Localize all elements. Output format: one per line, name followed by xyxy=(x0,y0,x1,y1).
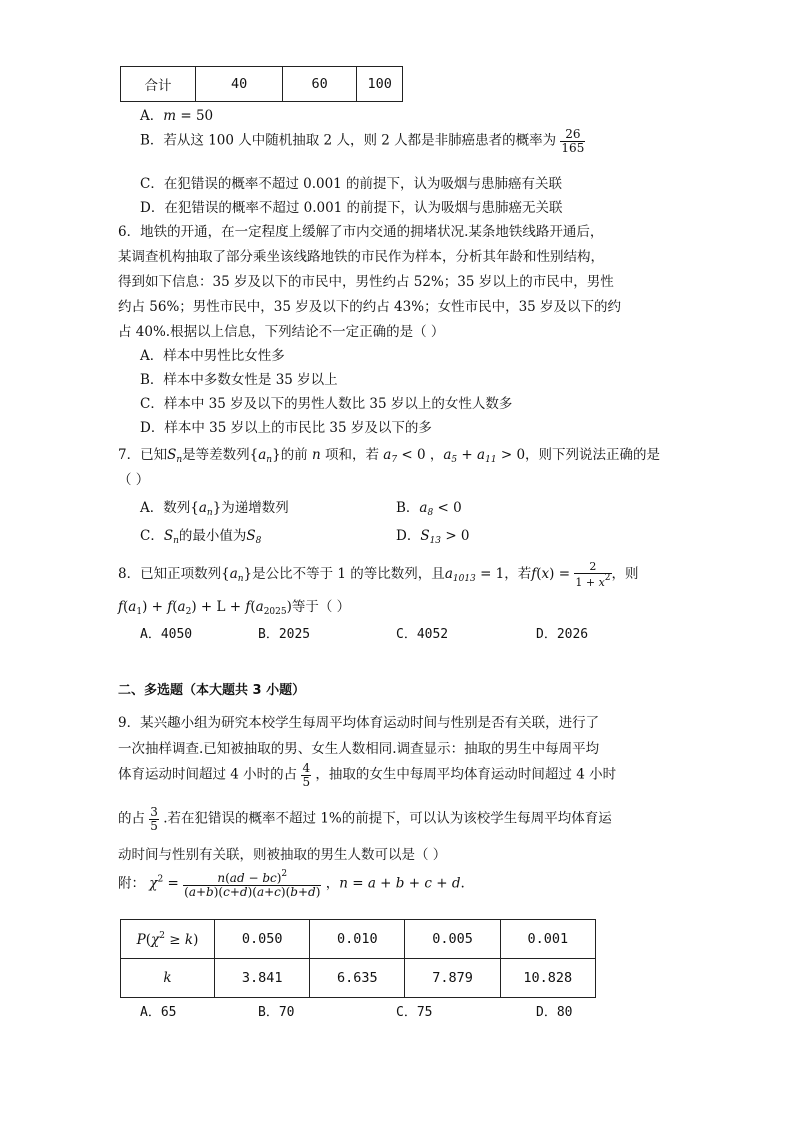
q9-fraction-3-5 xyxy=(149,806,159,832)
q5-option-a: A．m = 50 xyxy=(140,108,214,124)
q7-option-c: C．$S_n$的最小值为$S_8$ xyxy=(140,528,262,546)
q7-option-c-text: 的最小值为 xyxy=(178,528,247,544)
q9-appendix-formula: 附： $\chi^2$ = $\frac{n(ad - bc)^2}{(a+b)(c+d)(a+c)(b+d)}$ ，n = a + b + c + d. xyxy=(118,869,465,899)
q6-line-2: 某调查机构抽取了部分乘坐该线路地铁的市民作为样本，分析其年龄和性别结构， xyxy=(118,249,604,265)
q9-text: 的占 xyxy=(118,810,145,827)
q6-line-1: 6．地铁的开通，在一定程度上缓解了市内交通的拥堵状况.某条地铁线路开通后， xyxy=(118,224,604,240)
table-cell: 3.841 xyxy=(215,959,310,998)
table-cell: 100 xyxy=(357,67,403,102)
q8-line-1: 8．已知正项数列$\{a_n\}$是公比不等于 1 的等比数列，且$a_{1013} = 1$，若f(x) = $\frac{2}{1 + x^2}$ ，则 xyxy=(118,560,639,589)
table-row xyxy=(121,920,596,959)
q7-line-1: 7．已知$S_n$是等差数列$\{a_n\}$的前 n 项和，若 $a_7 < 0$ ，$a_5 + a_{11} > 0$，则下列说法正确的是 xyxy=(118,447,661,465)
top-summary-table xyxy=(120,66,403,102)
q9-text: ，抽取的女生中每周平均体育运动时间超过 4 小时 xyxy=(315,766,617,783)
table-header-cell: $P(\chi^2 \ge k)$ xyxy=(121,920,215,959)
fraction-numerator: 2 xyxy=(574,561,611,574)
fraction-denominator: (a+b)(c+d)(a+c)(b+d) xyxy=(184,884,321,899)
fraction-denominator: 165 xyxy=(561,140,585,155)
q9-option-c: C．75 xyxy=(396,1005,433,1020)
q7-option-c-text: C． xyxy=(140,528,164,544)
fraction-denominator: 5 xyxy=(302,774,311,789)
q8-text: 是公比不等于 1 的等比数列，且 xyxy=(252,566,445,583)
q7-text: 是等差数列 xyxy=(182,447,250,463)
q9-line-5: 动时间与性别有关联，则被抽取的男生人数可以是（ ） xyxy=(118,847,447,863)
q7-text: ，则下列说法正确的是 xyxy=(525,447,661,463)
table-cell: 40 xyxy=(196,67,283,102)
q9-fraction-4-5 xyxy=(301,762,311,788)
q9-line-3 xyxy=(118,762,616,788)
q9-line-2: 一次抽样调查.已知被抽取的男、女生人数相同.调查显示：抽取的男生中每周平均 xyxy=(118,741,600,757)
chi-square-fraction xyxy=(183,870,321,898)
q8-line-2: $f(a_1) + f(a_2) + L + f(a_{2025})$等于（ ） xyxy=(118,599,351,617)
q7-paren: （ ） xyxy=(118,472,150,488)
q9-line-1: 9．某兴趣小组为研究本校学生每周平均体育运动时间与性别是否有关联，进行了 xyxy=(118,715,600,731)
table-cell: 6.635 xyxy=(310,959,405,998)
q5-option-b-text: B．若从这 100 人中随机抽取 2 人，则 2 人都是非肺癌患者的概率为 xyxy=(140,132,557,149)
q9-option-b: B．70 xyxy=(258,1005,295,1020)
table-cell: 0.010 xyxy=(310,920,405,959)
q9-option-a: A．65 xyxy=(140,1005,177,1020)
q6-option-a: A．样本中男性比女性多 xyxy=(140,348,285,364)
q6-option-b: B．样本中多数女性是 35 岁以上 xyxy=(140,372,338,388)
table-cell: 7.879 xyxy=(405,959,500,998)
q5-fraction xyxy=(560,128,585,154)
q7-text: 7．已知 xyxy=(118,447,168,463)
table-cell: 0.005 xyxy=(405,920,500,959)
q9-option-d: D．80 xyxy=(536,1005,573,1020)
table-cell: 10.828 xyxy=(500,959,595,998)
fraction-denominator: $1 + x^2$ xyxy=(575,572,611,589)
table-row xyxy=(121,67,403,102)
critical-value-table xyxy=(120,919,596,998)
q9-text: 体育运动时间超过 4 小时的占 xyxy=(118,766,298,783)
q7-option-a-text: 为递增数列 xyxy=(221,500,289,516)
q5-option-c: C．在犯错误的概率不超过 0.001 的前提下，认为吸烟与患肺癌有关联 xyxy=(140,176,563,192)
q7-option-a-text: A．数列 xyxy=(140,500,191,516)
q7-text: 项和，若 xyxy=(324,447,379,463)
q8-fraction xyxy=(574,561,611,588)
q5-option-b xyxy=(140,128,585,154)
q5-option-d: D．在犯错误的概率不超过 0.001 的前提下，认为吸烟与患肺癌无关联 xyxy=(140,200,563,216)
table-cell: 0.001 xyxy=(500,920,595,959)
table-cell: 合计 xyxy=(121,67,196,102)
q8-text: ，若 xyxy=(504,566,532,583)
q8-option-a: A．4050 xyxy=(140,627,193,642)
q7-option-a: A．数列$\{a_n\}$为递增数列 xyxy=(140,500,289,518)
q7-option-d: D．$S_{13} > 0$ xyxy=(396,528,470,546)
fraction-numerator: 26 xyxy=(560,128,585,142)
q8-option-c: C．4052 xyxy=(396,627,449,642)
q6-line-5: 占 40%.根据以上信息，下列结论不一定正确的是（ ） xyxy=(118,324,445,340)
q8-option-d: D．2026 xyxy=(536,627,589,642)
fraction-denominator: 5 xyxy=(150,818,158,833)
section-title: 二、多选题（本大题共 3 小题） xyxy=(118,683,306,698)
q7-option-d-text: D． xyxy=(396,528,421,544)
q8-text: 等于（ ） xyxy=(291,599,351,615)
fraction-numerator: 4 xyxy=(302,761,311,775)
q6-line-3: 得到如下信息：35 岁及以下的市民中，男性约占 52%；35 岁以上的市民中，男性 xyxy=(118,274,614,290)
q7-option-b-text: B． xyxy=(396,500,420,516)
table-row xyxy=(121,959,596,998)
q8-text: 8．已知正项数列 xyxy=(118,566,222,583)
q6-option-d: D．样本中 35 岁以上的市民比 35 岁及以下的多 xyxy=(140,420,432,436)
q6-option-c: C．样本中 35 岁及以下的男性人数比 35 岁以上的女性人数多 xyxy=(140,396,513,412)
q9-line-4 xyxy=(118,806,612,832)
table-header-cell: k xyxy=(121,959,215,998)
fraction-numerator: 3 xyxy=(150,805,158,819)
q7-text: 的前 xyxy=(280,447,308,463)
q8-option-b: B．2025 xyxy=(258,627,311,642)
q6-line-4: 约占 56%；男性市民中，35 岁及以下的约占 43%；女性市民中，35 岁及以下的约 xyxy=(118,299,622,315)
fraction-numerator: n(ad − bc)$^2$ xyxy=(183,870,321,886)
q7-option-b: B．$a_8 < 0$ xyxy=(396,500,462,518)
table-cell: 60 xyxy=(283,67,357,102)
q9-text: .若在犯错误的概率不超过 1%的前提下，可以认为该校学生每周平均体育运 xyxy=(163,810,612,827)
appendix-label: 附： xyxy=(118,875,145,892)
table-cell: 0.050 xyxy=(215,920,310,959)
q8-text: ，则 xyxy=(611,566,639,583)
